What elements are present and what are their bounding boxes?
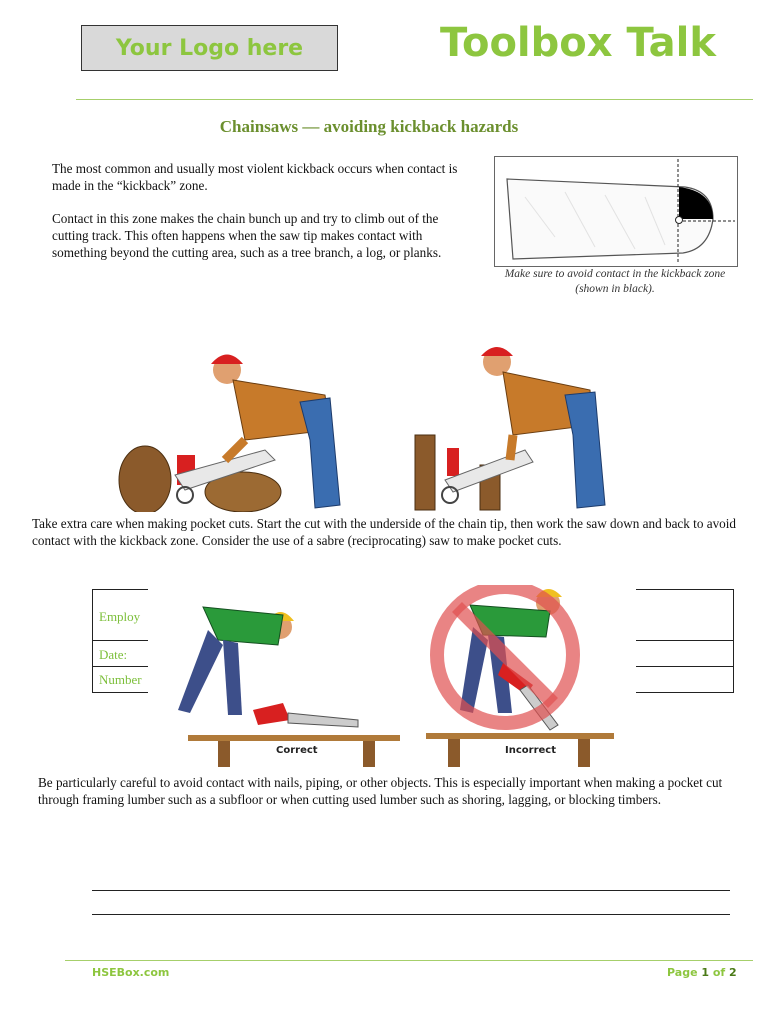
header-rule [76, 99, 753, 100]
signature-line [92, 890, 730, 891]
paragraph-contact-zone: Contact in this zone makes the chain bunch up and try to climb out of the cutting track. This often happens when the saw tip makes contact with something beyond the cutting area, such as a tree branch, a log, or planks. [52, 211, 442, 260]
kickback-zone-figure [494, 156, 738, 267]
figure-caption: Make sure to avoid contact in the kickback zone (shown in black). [504, 268, 726, 295]
pocket-cut-illustration [115, 340, 615, 512]
page-number [667, 966, 737, 979]
incorrect-label: Incorrect [505, 745, 556, 756]
page-of: of [709, 966, 730, 979]
page-prefix: Page [667, 966, 702, 979]
brand-title: Toolbox Talk [440, 20, 716, 66]
date-field-label: Date: [99, 647, 128, 662]
logo-placeholder [81, 25, 338, 71]
footer-rule [65, 960, 753, 961]
signature-line [92, 914, 730, 915]
page-current: 1 [701, 966, 710, 979]
page-total: 2 [729, 966, 737, 979]
paragraph-avoid-objects: Be particularly careful to avoid contact with nails, piping, or other objects. This is especially important when making a pocket cut through framing lumber such as a subfloor or when cutting used lumber such as shoring, lagging, or blocking timbers. [38, 775, 723, 807]
logo-text: Your Logo here [115, 35, 304, 61]
paragraph-kickback-zone: The most common and usually most violent kickback occurs when contact is made in the “kickback” zone. [52, 161, 458, 193]
page-title: Chainsaws — avoiding kickback hazards [219, 117, 519, 136]
paragraph-pocket-cuts: Take extra care when making pocket cuts. Start the cut with the underside of the chain tip, then work the saw down and back to avoid contact with the kickback zone. Consider the use of a sabre (reciprocating) saw to make pocket cuts. [32, 516, 737, 548]
footer-site: HSEBox.com [92, 966, 170, 979]
correct-incorrect-illustration [148, 585, 636, 767]
employee-field-label: Employ [99, 609, 141, 624]
kickback-zone-shape [679, 187, 713, 219]
number-field-label: Number [99, 672, 142, 687]
correct-label: Correct [276, 745, 318, 756]
